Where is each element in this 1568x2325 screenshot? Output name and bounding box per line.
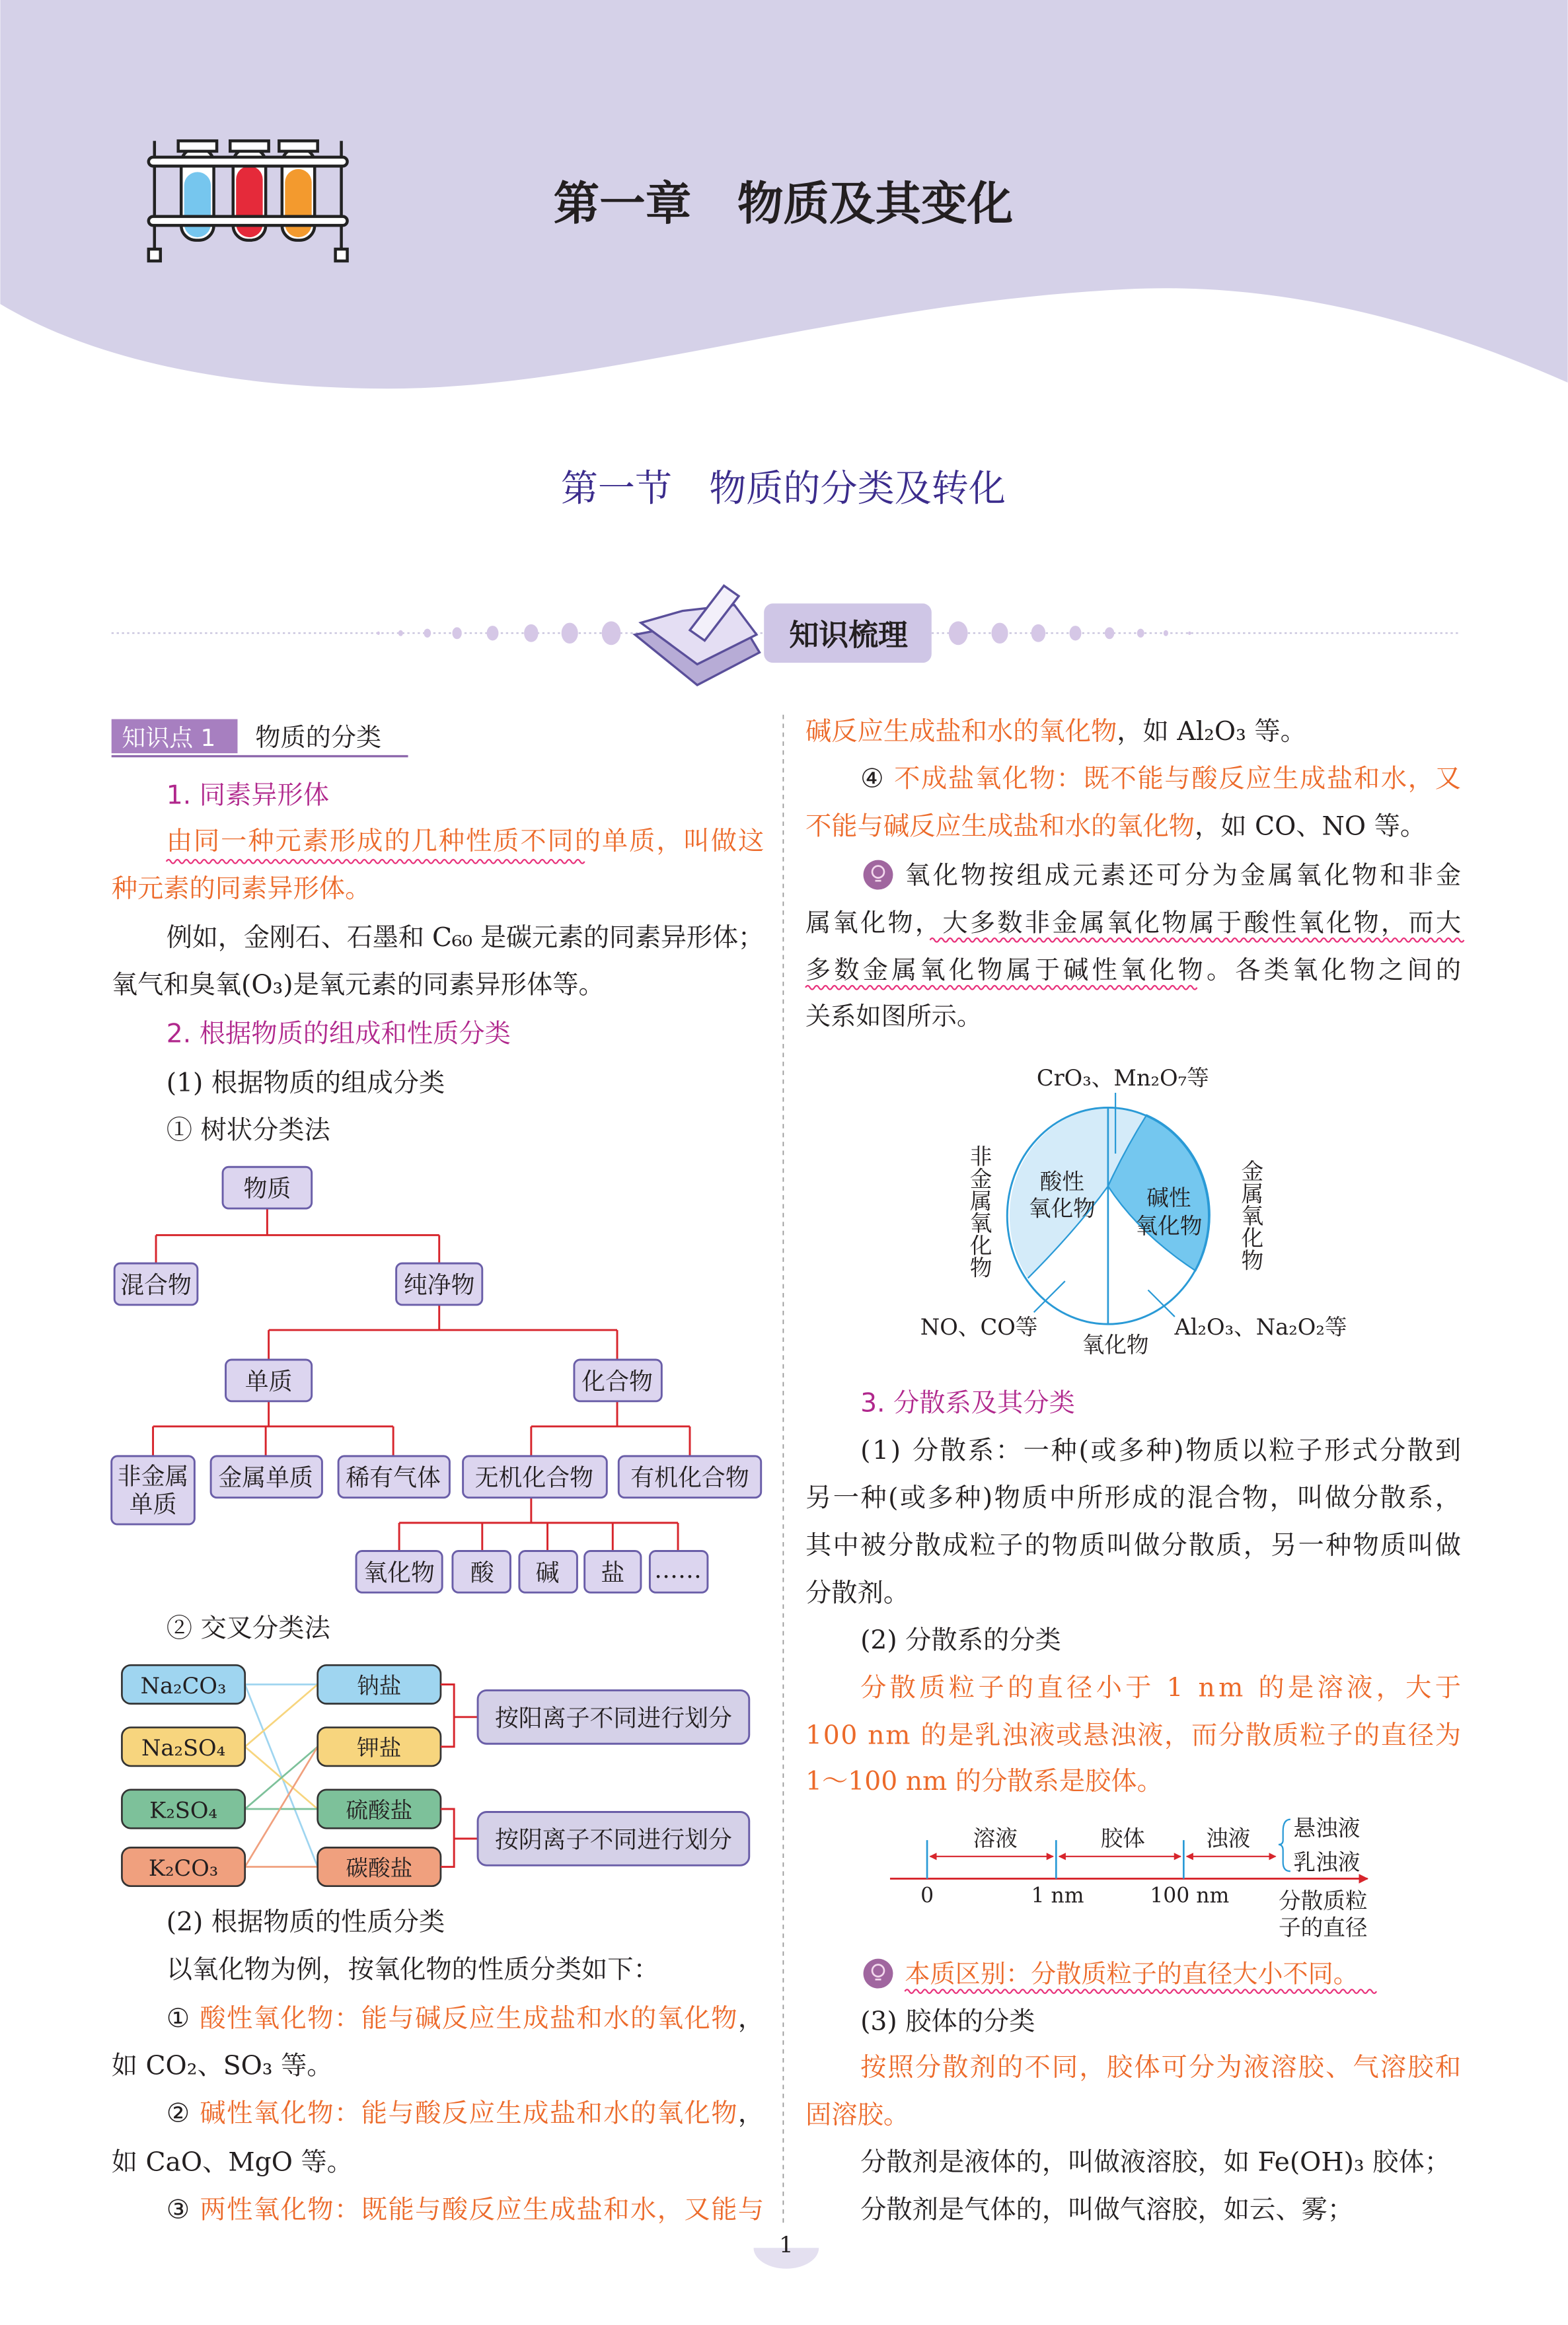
category-box bbox=[318, 1847, 441, 1886]
heading-classification: 2. 根据物质的组成和性质分类 bbox=[166, 1019, 511, 1049]
banner-dot bbox=[1031, 624, 1046, 642]
compound-box bbox=[122, 1665, 244, 1703]
tip-line: 属氧化物， 大多数非金属氧化物属于酸性氧化物，而大 bbox=[805, 908, 1462, 938]
banner-dot bbox=[398, 630, 403, 636]
subheading: ② 交叉分类法 bbox=[166, 1613, 330, 1644]
svg-text:非金属: 非金属 bbox=[117, 1463, 189, 1491]
particle-size-scale bbox=[890, 1815, 1368, 1940]
svg-text:钠盐: 钠盐 bbox=[357, 1672, 402, 1699]
paragraph-line: 100 nm 的是乳浊液或悬浊液，而分散质粒子的直径为 bbox=[805, 1720, 1462, 1751]
svg-text:碱: 碱 bbox=[535, 1559, 560, 1587]
tip-line: 氧化物按组成元素还可分为金属氧化物和非金 bbox=[905, 860, 1462, 890]
banner-dot bbox=[602, 621, 621, 645]
allotrope-definition-line: 由同一种元素形成的几种性质不同的单质 ，叫做这 bbox=[166, 826, 765, 856]
bracket-line bbox=[441, 1809, 478, 1867]
paragraph-line: 分散剂是气体的，叫做气溶胶，如云、雾； bbox=[860, 2195, 1354, 2225]
subheading: ① 树状分类法 bbox=[166, 1115, 330, 1146]
svg-text:酸: 酸 bbox=[470, 1559, 494, 1587]
pie-bottom-left-label: NO、CO等 bbox=[920, 1313, 1038, 1340]
svg-text:钾盐: 钾盐 bbox=[357, 1735, 402, 1761]
amphoteric-oxide-line: ③ 两性氧化物：既能与酸反应生成盐和水，又能与 bbox=[166, 2195, 765, 2225]
basic-oxide-line: ② 碱性氧化物：能与酸反应生成盐和水的氧化物， bbox=[166, 2098, 765, 2129]
pie-right-label: 金属氧化物 bbox=[1237, 1160, 1263, 1271]
cross-link bbox=[245, 1747, 318, 1867]
svg-text:……: …… bbox=[654, 1556, 702, 1584]
tree-node bbox=[226, 1360, 312, 1401]
banner-dot bbox=[1137, 629, 1144, 638]
svg-text:K₂SO₄: K₂SO₄ bbox=[149, 1797, 217, 1824]
non-salt-oxide-line: ④ 不成盐氧化物：既不能与酸反应生成盐和水，又 bbox=[860, 764, 1462, 794]
scale-axis-label: 分散质粒 bbox=[1278, 1888, 1368, 1914]
scale-axis-label: 子的直径 bbox=[1278, 1914, 1368, 1940]
category-box bbox=[318, 1665, 441, 1703]
svg-text:稀有气体: 稀有气体 bbox=[346, 1464, 441, 1492]
tree-node bbox=[112, 1456, 195, 1524]
tree-node bbox=[356, 1551, 442, 1592]
tip-line: 关系如图所示。 bbox=[805, 1001, 983, 1031]
chapter-title: 第一章 物质及其变化 bbox=[553, 177, 1014, 231]
paragraph-line: 分散剂。 bbox=[805, 1578, 910, 1608]
tree-node bbox=[650, 1551, 708, 1592]
svg-text:碳酸盐: 碳酸盐 bbox=[346, 1855, 413, 1881]
banner-dot bbox=[424, 629, 431, 638]
knowledge-point-title: 物质的分类 bbox=[255, 722, 382, 752]
acidic-oxide-line: ① 酸性氧化物：能与碱反应生成盐和水的氧化物， bbox=[166, 2003, 765, 2034]
svg-text:无机化合物: 无机化合物 bbox=[474, 1464, 594, 1492]
paragraph-line: 以氧化物为例，按氧化物的性质分类如下： bbox=[166, 1954, 659, 1985]
allotrope-definition-line: 种元素的同素异形体。 bbox=[111, 873, 371, 904]
compound-box bbox=[122, 1847, 244, 1886]
paragraph-line: 其中被分散成粒子的物质叫做分散质，另一种物质叫做 bbox=[805, 1530, 1462, 1561]
scale-label-turbid: 浊液 bbox=[1205, 1826, 1251, 1852]
banner-dot bbox=[1188, 632, 1191, 635]
banner-dot bbox=[377, 632, 380, 635]
svg-text:按阳离子不同进行划分: 按阳离子不同进行划分 bbox=[494, 1705, 732, 1732]
wavy-underline bbox=[905, 1989, 1376, 1993]
section-title: 第一节 物质的分类及转化 bbox=[560, 467, 1006, 511]
svg-text:1: 1 bbox=[779, 2232, 794, 2258]
knowledge-banner bbox=[112, 585, 1461, 684]
pie-acidic-label: 氧化物 bbox=[1028, 1195, 1096, 1222]
knowledge-point-badge: 知识点 1 bbox=[122, 724, 216, 752]
oxide-relationship-diagram bbox=[920, 1065, 1347, 1358]
division-box bbox=[478, 1690, 749, 1744]
paragraph-line: 如 CaO、MgO 等。 bbox=[111, 2147, 353, 2178]
compound-box bbox=[122, 1728, 244, 1766]
svg-text:金属单质: 金属单质 bbox=[218, 1464, 313, 1492]
pie-left-label: 非金属氧化物 bbox=[966, 1144, 992, 1278]
banner-dot bbox=[1070, 626, 1082, 640]
example-line: 例如，金刚石、石墨和 C₆₀ 是碳元素的同素异形体； bbox=[166, 922, 765, 953]
paragraph-line: (1) 分散系：一种(或多种)物质以粒子形式分散到 bbox=[860, 1436, 1462, 1466]
heading-dispersion: 3. 分散系及其分类 bbox=[860, 1388, 1075, 1419]
heading-allotrope: 1. 同素异形体 bbox=[166, 780, 330, 811]
paragraph-line: 固溶胶。 bbox=[805, 2100, 910, 2130]
tip-line: 多数金属氧化物属于碱性氧化物 。各类氧化物之间的 bbox=[805, 955, 1462, 985]
tip-bulb-icon bbox=[864, 860, 893, 890]
svg-text:单质: 单质 bbox=[129, 1491, 177, 1519]
cross-link bbox=[245, 1684, 318, 1866]
svg-text:化合物: 化合物 bbox=[581, 1368, 653, 1395]
svg-text:混合物: 混合物 bbox=[120, 1271, 192, 1299]
tip-line: 本质区别：分散质粒子的直径大小不同。 bbox=[905, 1959, 1359, 1989]
paragraph-line: 按照分散剂的不同，胶体可分为液溶胶、气溶胶和 bbox=[860, 2052, 1462, 2083]
svg-text:盐: 盐 bbox=[601, 1559, 625, 1587]
tree-node bbox=[618, 1456, 761, 1498]
banner-dot bbox=[949, 621, 968, 645]
banner-label: 知识梳理 bbox=[789, 617, 908, 653]
tree-node bbox=[338, 1456, 449, 1498]
tree-node bbox=[519, 1551, 578, 1592]
banner-dot bbox=[1105, 627, 1114, 639]
paragraph-line: 1～100 nm 的分散系是胶体。 bbox=[805, 1766, 1163, 1796]
bracket-line bbox=[441, 1684, 478, 1746]
svg-text:K₂CO₃: K₂CO₃ bbox=[148, 1855, 219, 1881]
tree-node bbox=[211, 1456, 322, 1498]
book-pen-icon bbox=[635, 585, 760, 684]
example-line: 氧气和臭氧(O₃)是氧元素的同素异形体等。 bbox=[111, 970, 605, 1000]
subheading: (3) 胶体的分类 bbox=[860, 2007, 1035, 2037]
pie-top-label: CrO₃、Mn₂O₇等 bbox=[1036, 1064, 1209, 1091]
banner-dot bbox=[487, 626, 499, 640]
division-box bbox=[478, 1812, 749, 1865]
banner-dot bbox=[991, 623, 1008, 644]
svg-text:有机化合物: 有机化合物 bbox=[630, 1464, 749, 1492]
pie-basic-label: 氧化物 bbox=[1135, 1213, 1203, 1239]
tree-node bbox=[574, 1360, 661, 1401]
scale-label-solution: 溶液 bbox=[973, 1826, 1018, 1852]
pie-acidic-label: 酸性 bbox=[1039, 1168, 1084, 1195]
svg-text:单质: 单质 bbox=[244, 1368, 293, 1395]
svg-text:按阴离子不同进行划分: 按阴离子不同进行划分 bbox=[494, 1826, 732, 1854]
banner-dot bbox=[1164, 630, 1168, 636]
paragraph-line: 如 CO₂、SO₃ 等。 bbox=[111, 2051, 333, 2081]
wavy-underline bbox=[930, 938, 1464, 942]
tree-node bbox=[585, 1551, 641, 1592]
svg-text:物质: 物质 bbox=[243, 1175, 291, 1203]
scale-tick: 0 bbox=[920, 1884, 934, 1908]
paragraph-line: 不能与碱反应生成盐和水的氧化物，如 CO、NO 等。 bbox=[805, 811, 1427, 842]
banner-dot bbox=[562, 623, 578, 644]
subheading: (1) 根据物质的组成分类 bbox=[166, 1068, 445, 1098]
paragraph-line: 另一种(或多种)物质中所形成的混合物，叫做分散系， bbox=[805, 1483, 1462, 1514]
wavy-underline bbox=[805, 986, 1197, 990]
pie-bottom-label: 氧化物 bbox=[1082, 1331, 1149, 1358]
svg-text:硫酸盐: 硫酸盐 bbox=[346, 1797, 413, 1824]
cross-classification-diagram bbox=[122, 1665, 749, 1886]
knowledge-point-header bbox=[112, 719, 408, 756]
tree-node bbox=[463, 1456, 607, 1498]
tree-node bbox=[453, 1551, 511, 1592]
pie-bottom-right-label: Al₂O₃、Na₂O₂等 bbox=[1174, 1313, 1347, 1340]
page-number bbox=[753, 2232, 819, 2269]
svg-text:纯净物: 纯净物 bbox=[403, 1271, 475, 1299]
paragraph-line: 分散质粒子的直径小于 1 nm 的是溶液，大于 bbox=[860, 1673, 1462, 1703]
category-box bbox=[318, 1728, 441, 1766]
svg-text:氧化物: 氧化物 bbox=[363, 1559, 435, 1587]
paragraph-line: 碱反应生成盐和水的氧化物，如 Al₂O₃ 等。 bbox=[805, 716, 1306, 747]
paragraph-line: 分散剂是液体的，叫做液溶胶，如 Fe(OH)₃ 胶体； bbox=[860, 2147, 1450, 2178]
tree-node bbox=[223, 1167, 312, 1208]
tree-node bbox=[114, 1263, 198, 1305]
tree-node bbox=[396, 1263, 482, 1305]
tip-bulb-icon bbox=[864, 1959, 893, 1989]
tree-classification-diagram bbox=[112, 1167, 761, 1592]
scale-label-suspension: 悬浊液 bbox=[1293, 1815, 1361, 1841]
scale-label-colloid: 胶体 bbox=[1100, 1826, 1145, 1852]
scale-tick: 1 nm bbox=[1031, 1884, 1084, 1908]
scale-tick: 100 nm bbox=[1150, 1884, 1230, 1908]
banner-dot bbox=[524, 624, 539, 642]
subheading: (2) 根据物质的性质分类 bbox=[166, 1907, 445, 1938]
scale-label-emulsion: 乳浊液 bbox=[1293, 1849, 1361, 1876]
svg-text:Na₂SO₄: Na₂SO₄ bbox=[141, 1735, 226, 1761]
subheading: (2) 分散系的分类 bbox=[860, 1625, 1061, 1656]
cross-link bbox=[245, 1684, 318, 1746]
compound-box bbox=[122, 1790, 244, 1828]
category-box bbox=[318, 1790, 441, 1828]
pie-basic-label: 碱性 bbox=[1146, 1185, 1191, 1211]
svg-text:Na₂CO₃: Na₂CO₃ bbox=[140, 1672, 227, 1699]
banner-dot bbox=[452, 627, 461, 639]
wavy-underline bbox=[167, 860, 585, 864]
